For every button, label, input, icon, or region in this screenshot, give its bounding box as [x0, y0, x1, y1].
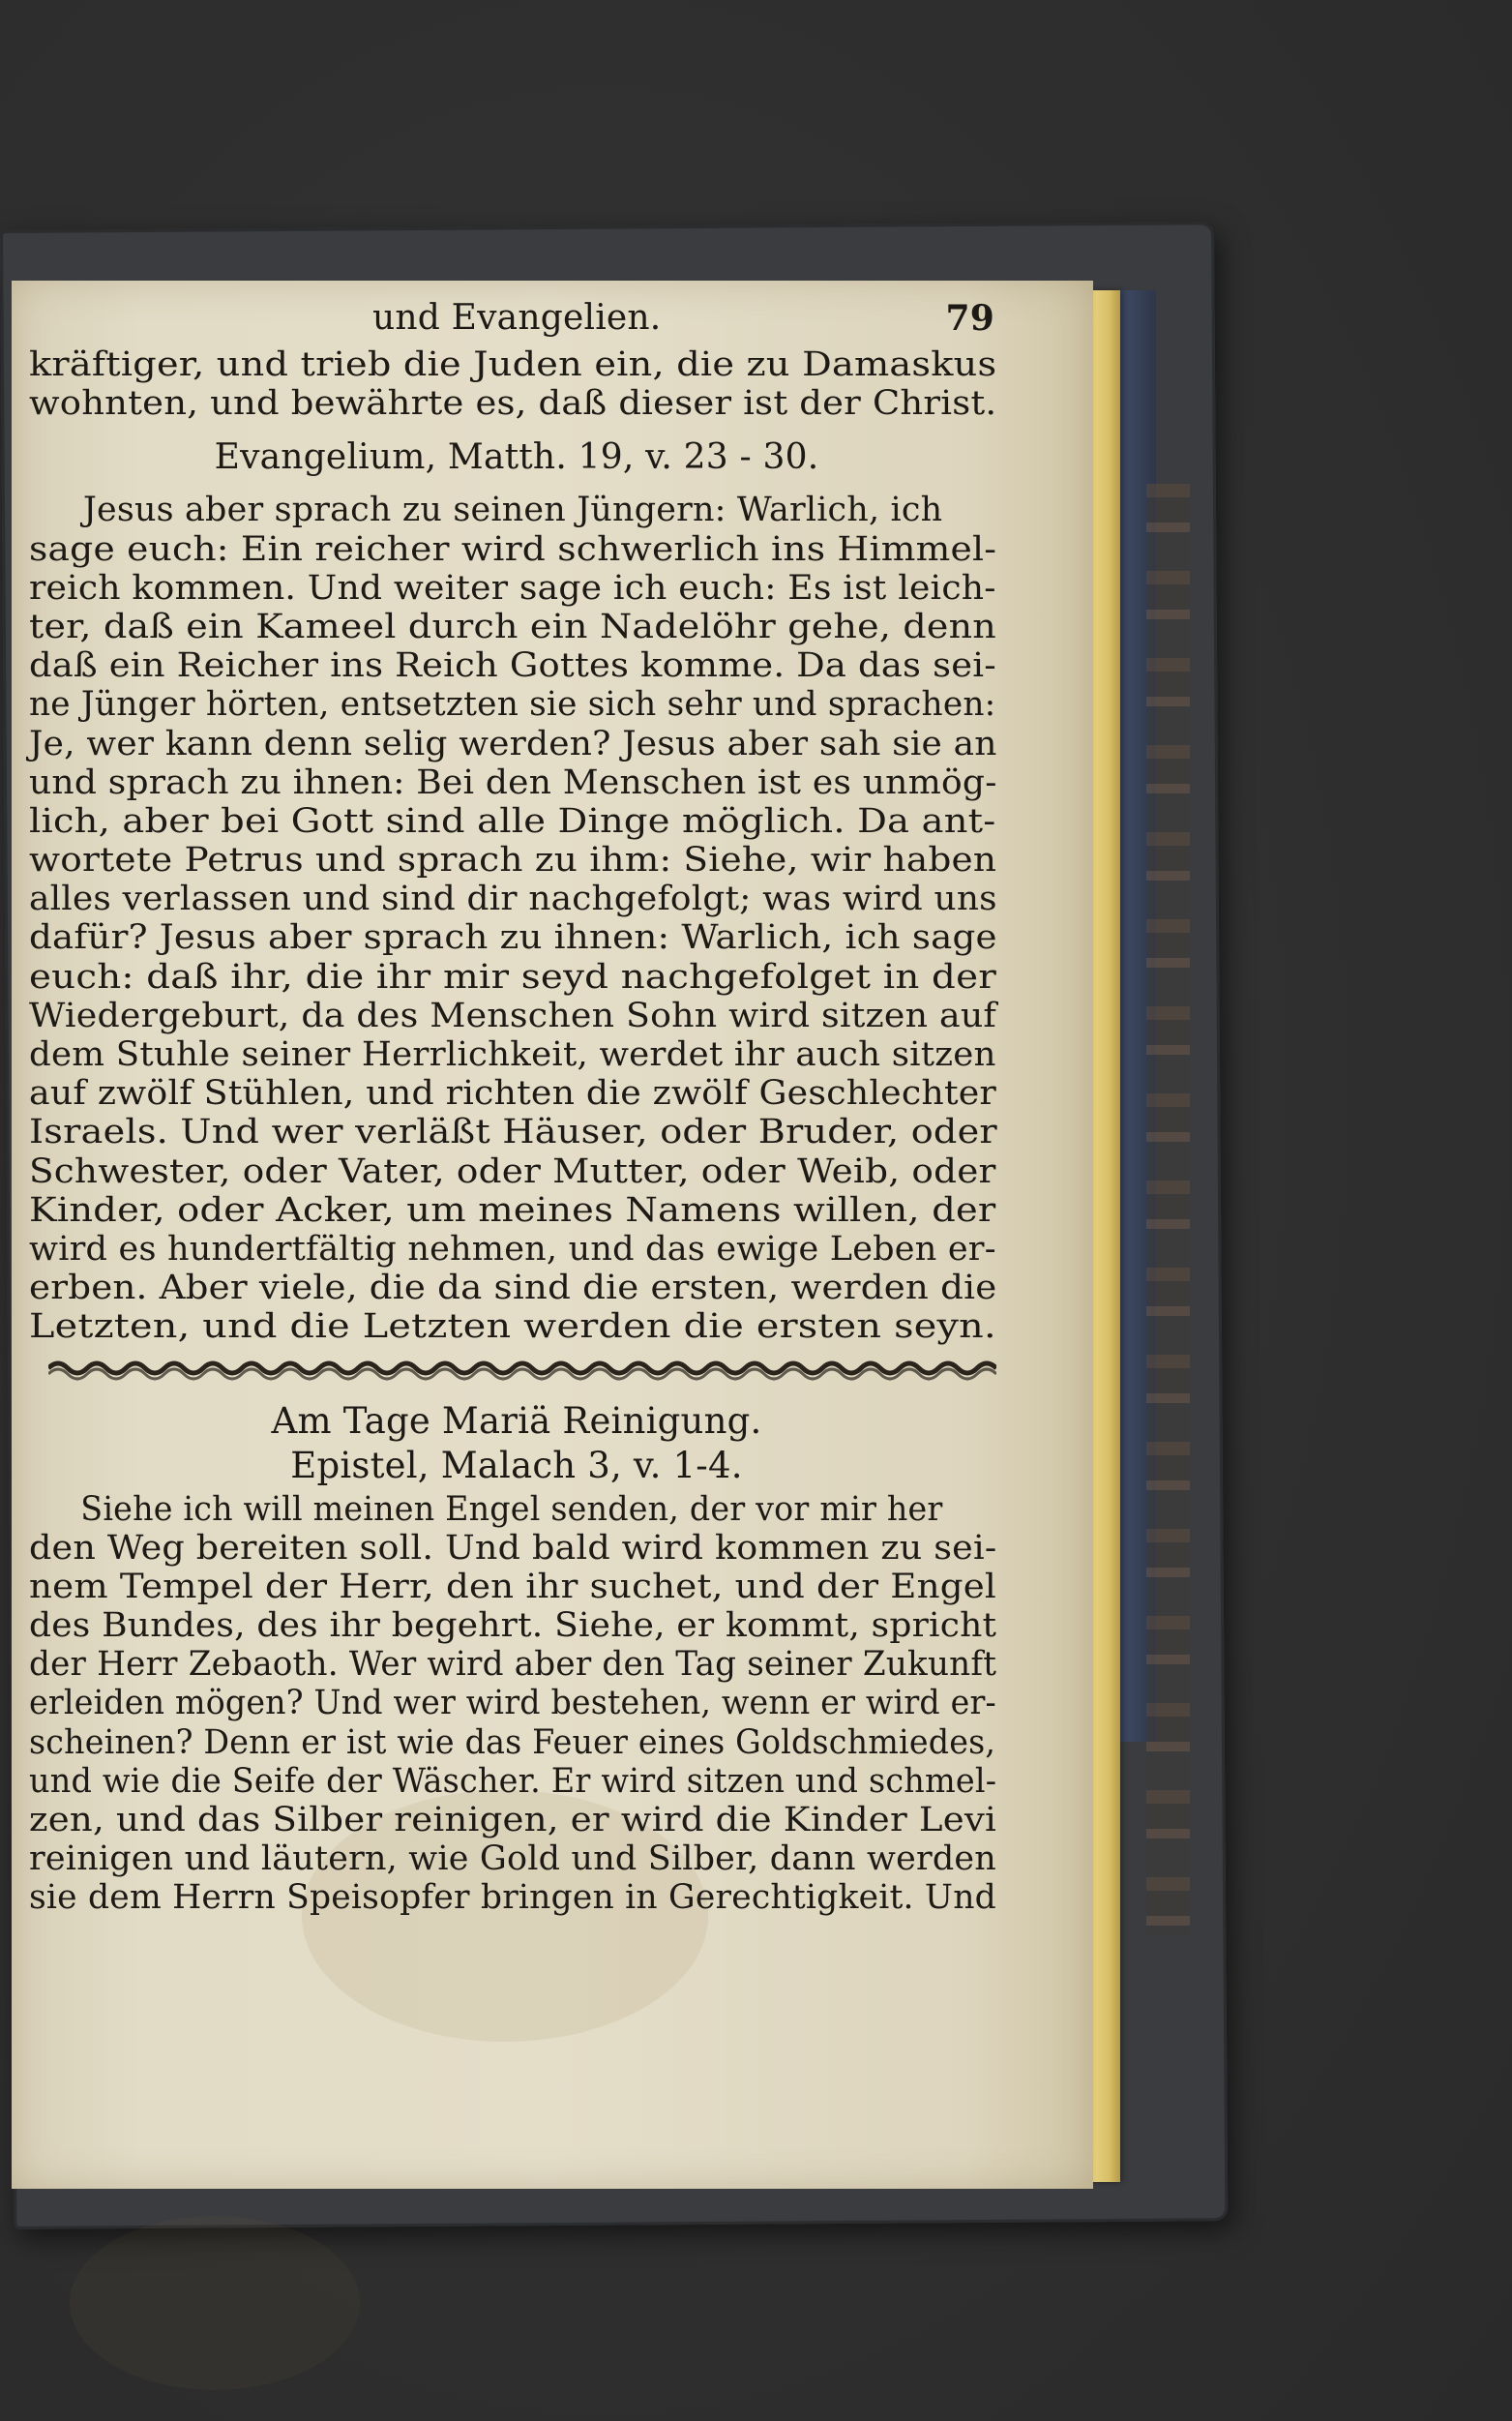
text-line: wird es hundertfältig nehmen, und das ewige Leben er-: [29, 1229, 996, 1269]
text-line: dem Stuhle seiner Herrlichkeit, werdet ihr auch sitzen: [29, 1035, 996, 1074]
text-line: erben. Aber viele, die da sind die ersten, werden die: [29, 1269, 997, 1308]
gospel-heading: Evangelium, Matth. 19, v. 23 - 30.: [214, 437, 819, 478]
text-line: sie dem Herrn Speisopfer bringen in Gerechtigkeit. Und: [29, 1878, 996, 1918]
text-line: Kinder, oder Acker, um meines Namens willen, der: [29, 1190, 996, 1230]
text-line: auf zwölf Stühlen, und richten die zwölf Geschlechter: [29, 1074, 996, 1114]
text-line: Jesus aber sprach zu seinen Jüngern: Warlich, ich: [82, 491, 943, 530]
text-line: Schwester, oder Vater, oder Mutter, oder Weib, oder: [29, 1151, 996, 1191]
text-line: reich kommen. Und weiter sage ich euch: Es ist leich-: [29, 568, 996, 608]
text-line: kräftiger, und trieb die Juden ein, die zu Damaskus: [29, 345, 997, 384]
text-line: der Herr Zebaoth. Wer wird aber den Tag seiner Zukunft: [29, 1645, 997, 1685]
page-text: [29, 295, 1004, 1918]
text-line: ter, daß ein Kameel durch ein Nadelöhr gehe, denn: [29, 607, 996, 646]
text-line: den Weg bereiten soll. Und bald wird kommen zu sei-: [29, 1528, 997, 1568]
epistle-paragraph: [29, 1490, 1004, 1918]
text-line: wohnten, und bewährte es, daß dieser ist der Christ.: [29, 384, 997, 424]
page-stain: [70, 2216, 360, 2390]
ornamental-rule: [48, 1355, 996, 1382]
text-line: Letzten, und die Letzten werden die ersten seyn.: [29, 1307, 996, 1347]
epistle-heading: Epistel, Malach 3, v. 1-4.: [290, 1444, 743, 1486]
text-line: ne Jünger hörten, entsetzten sie sich sehr und sprachen:: [29, 685, 996, 725]
text-line: Siehe ich will meinen Engel senden, der vor mir her: [80, 1489, 943, 1529]
text-line: nem Tempel der Herr, den ihr suchet, und der Engel: [29, 1567, 997, 1606]
text-line: lich, aber bei Gott sind alle Dinge möglich. Da ant-: [29, 801, 996, 841]
text-line: reinigen und läutern, wie Gold und Silber, dann werden: [29, 1839, 996, 1879]
text-line: zen, und das Silber reinigen, er wird die Kinder Levi: [29, 1801, 997, 1839]
text-line: erleiden mögen? Und wer wird bestehen, wenn er wird er-: [29, 1684, 996, 1723]
gospel-paragraph: [29, 491, 1004, 1346]
cover-wear-edge: [1146, 484, 1190, 1935]
text-line: Wiedergeburt, da des Menschen Sohn wird sitzen auf: [29, 996, 997, 1035]
text-line: dafür? Jesus aber sprach zu ihnen: Warlich, ich sage: [29, 918, 997, 958]
text-line: und sprach zu ihnen: Bei den Menschen ist es unmög-: [29, 762, 997, 802]
text-line: Israels. Und wer verläßt Häuser, oder Bruder, oder: [29, 1113, 997, 1152]
text-line: euch: daß ihr, die ihr mir seyd nachgefolget in der: [29, 957, 996, 997]
text-line: alles verlassen und sind dir nachgefolgt; was wird uns: [29, 880, 997, 919]
text-line: Je, wer kann denn selig werden? Jesus aber sah sie an: [29, 724, 997, 763]
text-line: scheinen? Denn er ist wie das Feuer eines Goldschmiedes,: [29, 1722, 996, 1762]
page-number: 79: [945, 298, 994, 339]
running-title: und Evangelien.: [372, 298, 662, 338]
text-line: daß ein Reicher ins Reich Gottes komme. Da das sei-: [29, 646, 996, 686]
text-line: wortete Petrus und sprach zu ihm: Siehe, wir haben: [29, 841, 997, 881]
feast-heading: Am Tage Mariä Reinigung.: [271, 1399, 762, 1442]
text-line: des Bundes, des ihr begehrt. Siehe, er kommt, spricht: [29, 1606, 997, 1646]
text-line: und wie die Seife der Wäscher. Er wird sitzen und schmel-: [29, 1761, 997, 1801]
text-line: sage euch: Ein reicher wird schwerlich ins Himmel-: [29, 529, 997, 569]
running-head: [29, 295, 1004, 342]
